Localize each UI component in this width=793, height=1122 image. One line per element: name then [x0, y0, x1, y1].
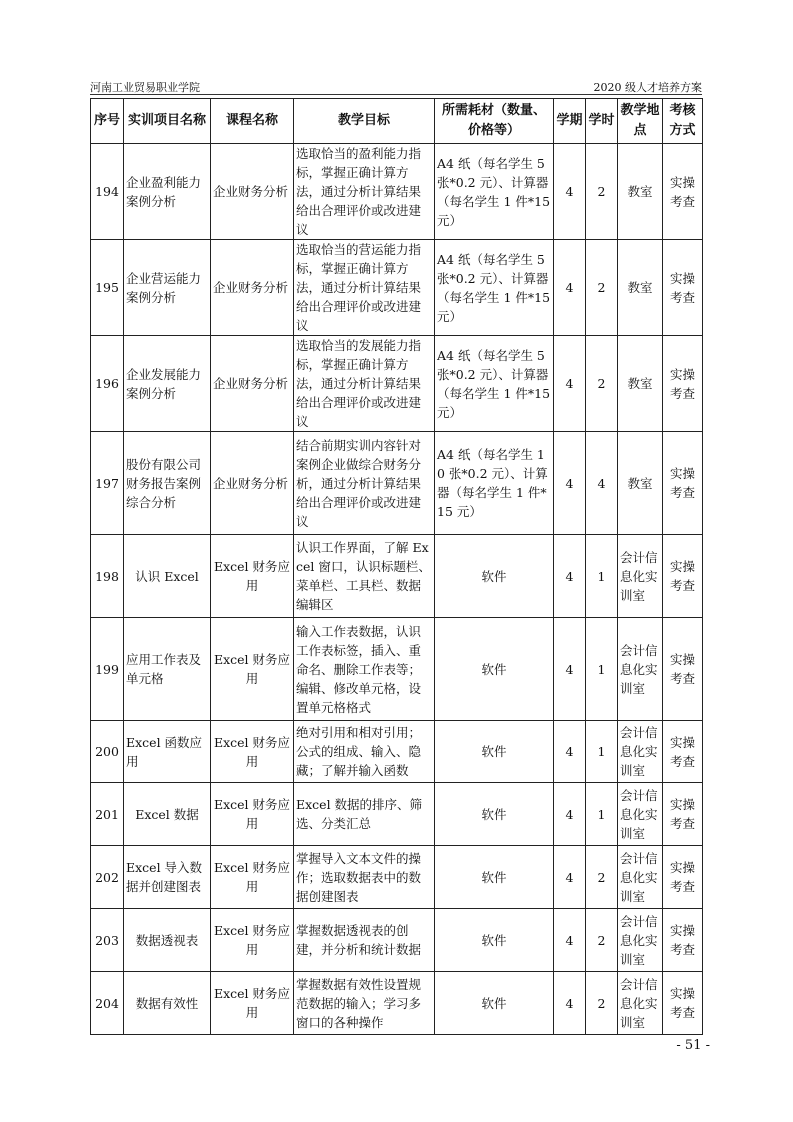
row-no: 204	[91, 972, 124, 1035]
row-hours: 2	[586, 846, 618, 909]
row-term: 4	[554, 721, 586, 783]
header-plan-title: 2020 级人才培养方案	[593, 81, 702, 94]
table-row	[91, 972, 703, 1035]
row-course: Excel 财务应用	[211, 783, 294, 846]
row-no: 202	[91, 846, 124, 909]
row-term: 4	[554, 618, 586, 721]
row-materials: 软件	[435, 909, 554, 972]
row-goal: 绝对引用和相对引用；公式的组成、输入、隐藏；了解并输入函数	[294, 721, 435, 783]
table-header-row	[91, 99, 703, 144]
row-assess: 实操考查	[663, 972, 703, 1035]
row-project: 企业盈利能力案例分析	[124, 144, 211, 240]
row-assess: 实操考查	[663, 432, 703, 535]
row-goal: 认识工作界面，了解 Excel 窗口，认识标题栏、菜单栏、工具栏、数据编辑区	[294, 535, 435, 618]
row-hours: 2	[586, 909, 618, 972]
row-term: 4	[554, 144, 586, 240]
row-course: Excel 财务应用	[211, 846, 294, 909]
row-goal: 选取恰当的盈利能力指标，掌握正确计算方法，通过分析计算结果给出合理评价或改进建议	[294, 144, 435, 240]
row-goal: 选取恰当的营运能力指标，掌握正确计算方法，通过分析计算结果给出合理评价或改进建议	[294, 240, 435, 336]
row-materials: 软件	[435, 618, 554, 721]
row-hours: 1	[586, 618, 618, 721]
header-school-name: 河南工业贸易职业学院	[90, 81, 200, 94]
row-project: 应用工作表及单元格	[124, 618, 211, 721]
row-no: 197	[91, 432, 124, 535]
row-no: 194	[91, 144, 124, 240]
row-place: 教室	[618, 336, 663, 432]
row-hours: 1	[586, 783, 618, 846]
row-term: 4	[554, 846, 586, 909]
row-no: 195	[91, 240, 124, 336]
row-course: Excel 财务应用	[211, 972, 294, 1035]
row-assess: 实操考查	[663, 618, 703, 721]
row-project: Excel 导入数据并创建图表	[124, 846, 211, 909]
col-header-materials: 所需耗材（数量、价格等）	[435, 99, 554, 144]
row-no: 199	[91, 618, 124, 721]
row-materials: 软件	[435, 972, 554, 1035]
row-assess: 实操考查	[663, 846, 703, 909]
col-header-no: 序号	[91, 99, 124, 144]
page-header	[90, 80, 702, 95]
row-place: 教室	[618, 432, 663, 535]
page-number: - 51 -	[676, 1038, 710, 1053]
col-header-goal: 教学目标	[294, 99, 435, 144]
row-assess: 实操考查	[663, 240, 703, 336]
row-course: Excel 财务应用	[211, 618, 294, 721]
row-project: 企业营运能力案例分析	[124, 240, 211, 336]
row-assess: 实操考查	[663, 783, 703, 846]
row-materials: A4 纸（每名学生 5 张*0.2 元）、计算器（每名学生 1 件*15 元）	[435, 144, 554, 240]
table-row	[91, 240, 703, 336]
row-no: 198	[91, 535, 124, 618]
row-term: 4	[554, 783, 586, 846]
col-header-project: 实训项目名称	[124, 99, 211, 144]
row-goal: 掌握数据透视表的创建，并分析和统计数据	[294, 909, 435, 972]
row-assess: 实操考查	[663, 535, 703, 618]
row-no: 200	[91, 721, 124, 783]
col-header-course: 课程名称	[211, 99, 294, 144]
table-row	[91, 846, 703, 909]
row-term: 4	[554, 972, 586, 1035]
row-project: Excel 函数应用	[124, 721, 211, 783]
row-place: 教室	[618, 240, 663, 336]
row-hours: 1	[586, 721, 618, 783]
table-row	[91, 783, 703, 846]
row-place: 会计信息化实训室	[618, 909, 663, 972]
training-table	[90, 98, 703, 1035]
row-term: 4	[554, 432, 586, 535]
row-materials: 软件	[435, 783, 554, 846]
row-no: 203	[91, 909, 124, 972]
row-course: 企业财务分析	[211, 432, 294, 535]
row-course: 企业财务分析	[211, 336, 294, 432]
row-no: 196	[91, 336, 124, 432]
row-materials: A4 纸（每名学生 5 张*0.2 元）、计算器（每名学生 1 件*15 元）	[435, 336, 554, 432]
row-project: 数据透视表	[124, 909, 211, 972]
col-header-assess: 考核方式	[663, 99, 703, 144]
row-place: 会计信息化实训室	[618, 618, 663, 721]
row-place: 会计信息化实训室	[618, 535, 663, 618]
col-header-hours: 学时	[586, 99, 618, 144]
row-goal: Excel 数据的排序、筛选、分类汇总	[294, 783, 435, 846]
row-place: 会计信息化实训室	[618, 972, 663, 1035]
row-hours: 4	[586, 432, 618, 535]
row-project: 认识 Excel	[124, 535, 211, 618]
table-row	[91, 336, 703, 432]
row-term: 4	[554, 535, 586, 618]
row-course: Excel 财务应用	[211, 535, 294, 618]
row-project: Excel 数据	[124, 783, 211, 846]
row-assess: 实操考查	[663, 144, 703, 240]
row-hours: 2	[586, 336, 618, 432]
col-header-place: 教学地点	[618, 99, 663, 144]
row-goal: 掌握数据有效性设置规范数据的输入；学习多窗口的各种操作	[294, 972, 435, 1035]
row-assess: 实操考查	[663, 721, 703, 783]
row-place: 教室	[618, 144, 663, 240]
row-goal: 结合前期实训内容针对案例企业做综合财务分析，通过分析计算结果给出合理评价或改进建议	[294, 432, 435, 535]
row-course: Excel 财务应用	[211, 721, 294, 783]
row-hours: 2	[586, 972, 618, 1035]
row-materials: A4 纸（每名学生 5 张*0.2 元）、计算器（每名学生 1 件*15 元）	[435, 240, 554, 336]
row-term: 4	[554, 240, 586, 336]
row-term: 4	[554, 909, 586, 972]
row-course: 企业财务分析	[211, 144, 294, 240]
row-hours: 1	[586, 535, 618, 618]
row-goal: 掌握导入文本文件的操作；选取数据表中的数据创建图表	[294, 846, 435, 909]
row-course: Excel 财务应用	[211, 909, 294, 972]
row-assess: 实操考查	[663, 909, 703, 972]
row-project: 股份有限公司财务报告案例综合分析	[124, 432, 211, 535]
row-materials: 软件	[435, 535, 554, 618]
row-place: 会计信息化实训室	[618, 721, 663, 783]
row-hours: 2	[586, 144, 618, 240]
col-header-term: 学期	[554, 99, 586, 144]
table-row	[91, 618, 703, 721]
row-assess: 实操考查	[663, 336, 703, 432]
row-no: 201	[91, 783, 124, 846]
table-row	[91, 144, 703, 240]
row-materials: 软件	[435, 721, 554, 783]
row-goal: 输入工作表数据，认识工作表标签，插入、重命名、删除工作表等；编辑、修改单元格，设置单元格格式	[294, 618, 435, 721]
row-project: 数据有效性	[124, 972, 211, 1035]
table-row	[91, 721, 703, 783]
row-hours: 2	[586, 240, 618, 336]
row-course: 企业财务分析	[211, 240, 294, 336]
table-row	[91, 909, 703, 972]
row-term: 4	[554, 336, 586, 432]
row-goal: 选取恰当的发展能力指标，掌握正确计算方法，通过分析计算结果给出合理评价或改进建议	[294, 336, 435, 432]
row-materials: A4 纸（每名学生 10 张*0.2 元）、计算器（每名学生 1 件*15 元）	[435, 432, 554, 535]
table-row	[91, 432, 703, 535]
table-row	[91, 535, 703, 618]
row-place: 会计信息化实训室	[618, 846, 663, 909]
row-project: 企业发展能力案例分析	[124, 336, 211, 432]
row-place: 会计信息化实训室	[618, 783, 663, 846]
row-materials: 软件	[435, 846, 554, 909]
